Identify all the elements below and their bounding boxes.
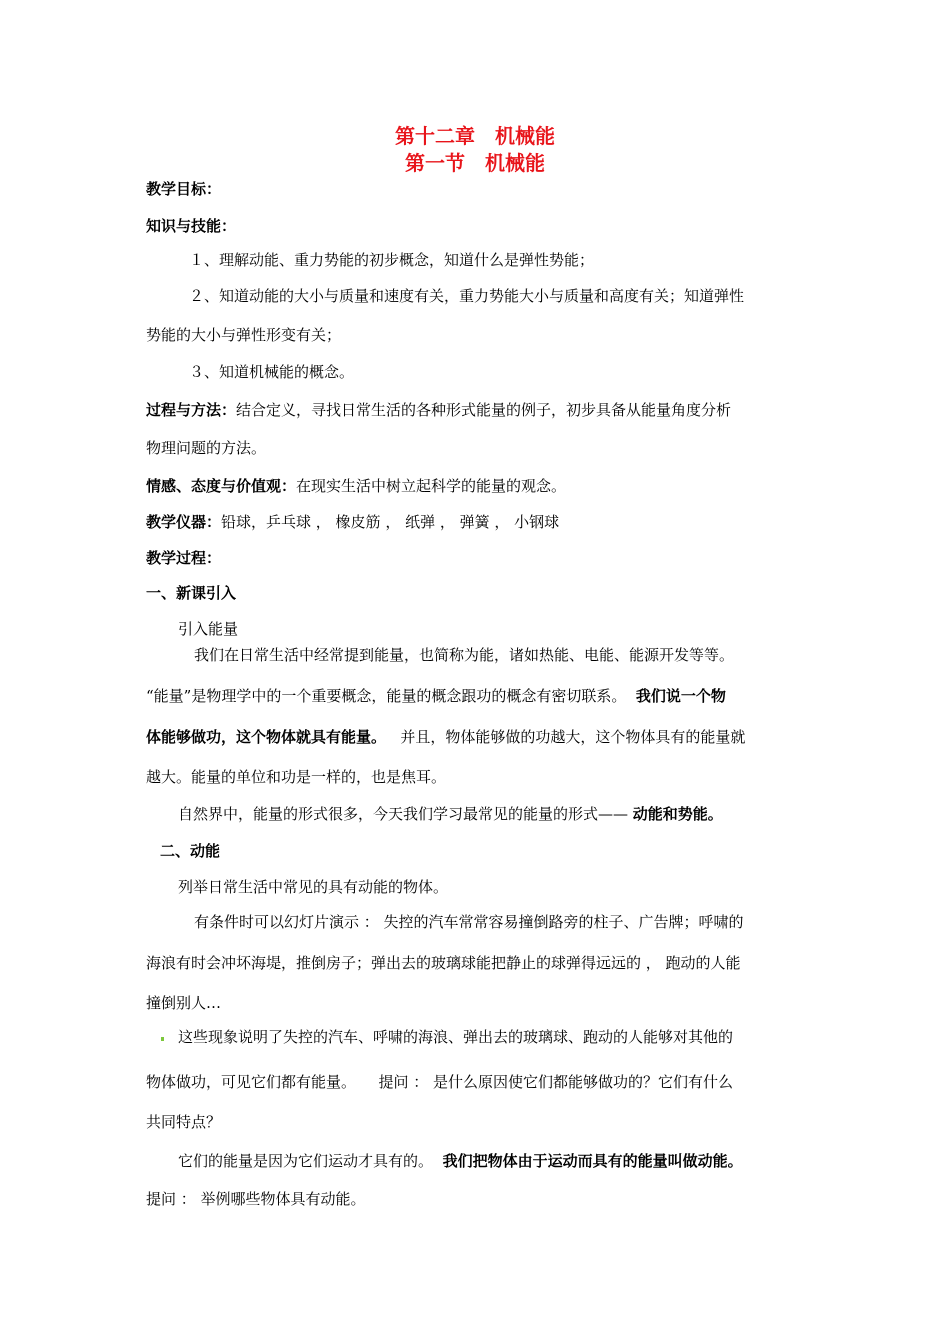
teaching-process-heading: 教学过程： <box>146 549 222 567</box>
paragraph-2 <box>178 804 723 824</box>
paragraph-4-line-1: 这些现象说明了失控的汽车、呼啸的海浪、弹出去的玻璃球、跑动的人能够对其他的 <box>178 1028 734 1046</box>
emotion-attitude-text: 在现实生活中树立起科学的能量的观念。 <box>296 477 567 495</box>
instruments-line <box>146 512 559 532</box>
paragraph-1-line-2 <box>146 686 726 706</box>
knowledge-skills-heading: 知识与技能： <box>146 217 237 235</box>
paragraph-1-line-3-plain: 并且，物体能够做的功越大，这个物体具有的能量就 <box>400 728 746 746</box>
emotion-attitude-label: 情感、态度与价值观： <box>146 477 297 495</box>
objective-item-1: １、理解动能、重力势能的初步概念，知道什么是弹性势能； <box>189 251 595 269</box>
paragraph-5-emphasis: 我们把物体由于运动而具有的能量叫做动能。 <box>442 1152 743 1170</box>
chapter-title: 第十二章 机械能 <box>395 124 555 148</box>
objective-item-3: ３、知道机械能的概念。 <box>189 363 355 381</box>
paragraph-3-line-1: 有条件时可以幻灯片演示 ： 失控的汽车常常容易撞倒路旁的柱子、广告牌；呼啸的 <box>194 913 744 931</box>
instruments-text: 铅球，乒乓球 ， 橡皮筋 ， 纸弹 ， 弹簧 ， 小钢球 <box>221 513 560 531</box>
paragraph-2-plain: 自然界中，能量的形式很多，今天我们学习最常见的能量的形式—— <box>178 805 629 823</box>
paragraph-2-emphasis: 动能和势能。 <box>632 805 723 823</box>
paragraph-6: 提问 ： 举例哪些物体具有动能。 <box>146 1190 366 1208</box>
process-method-label: 过程与方法： <box>146 401 237 419</box>
paragraph-5 <box>178 1151 743 1171</box>
part-1-heading: 一、新课引入 <box>146 584 237 602</box>
objectives-heading: 教学目标： <box>146 180 222 198</box>
green-mark <box>161 1037 164 1041</box>
part-1-subheading: 引入能量 <box>178 620 239 638</box>
paragraph-1-line-4: 越大。能量的单位和功是一样的，也是焦耳。 <box>146 768 447 786</box>
paragraph-3-line-3: 撞倒别人… <box>146 994 222 1012</box>
paragraph-5-plain: 它们的能量是因为它们运动才具有的。 <box>178 1152 434 1170</box>
objective-item-2-line-1: ２、知道动能的大小与质量和速度有关，重力势能大小与质量和高度有关；知道弹性 <box>189 287 745 305</box>
instruments-label: 教学仪器： <box>146 513 222 531</box>
part-2-subheading: 列举日常生活中常见的具有动能的物体。 <box>178 878 449 896</box>
paragraph-1-line-3 <box>146 727 745 747</box>
process-method-text: 结合定义，寻找日常生活的各种形式能量的例子，初步具备从能量角度分析 <box>236 401 732 419</box>
section-title: 第一节 机械能 <box>405 151 545 175</box>
paragraph-1-line-2-emphasis: 我们说一个物 <box>635 687 726 705</box>
objective-item-2-line-2: 势能的大小与弹性形变有关； <box>146 326 342 344</box>
emotion-attitude-line <box>146 476 566 496</box>
paragraph-1-line-2-plain: “能量”是物理学中的一个重要概念，能量的概念跟功的概念有密切联系。 <box>146 687 627 705</box>
paragraph-1-line-3-emphasis: 体能够做功，这个物体就具有能量。 <box>146 728 387 746</box>
part-2-heading: 二、动能 <box>160 842 221 860</box>
process-method-line-1 <box>146 400 731 420</box>
paragraph-4-line-2: 物体做功，可见它们都有能量。 提问 ： 是什么原因使它们都能够做功的？它们有什么 <box>146 1073 734 1091</box>
paragraph-1-line-1: 我们在日常生活中经常提到能量，也简称为能，诸如热能、电能、能源开发等等。 <box>194 646 735 664</box>
paragraph-3-line-2: 海浪有时会冲坏海堤，推倒房子；弹出去的玻璃球能把静止的球弹得远远的 ， 跑动的人能 <box>146 954 741 972</box>
process-method-line-2: 物理问题的方法。 <box>146 439 267 457</box>
paragraph-4-line-3: 共同特点？ <box>146 1113 222 1131</box>
